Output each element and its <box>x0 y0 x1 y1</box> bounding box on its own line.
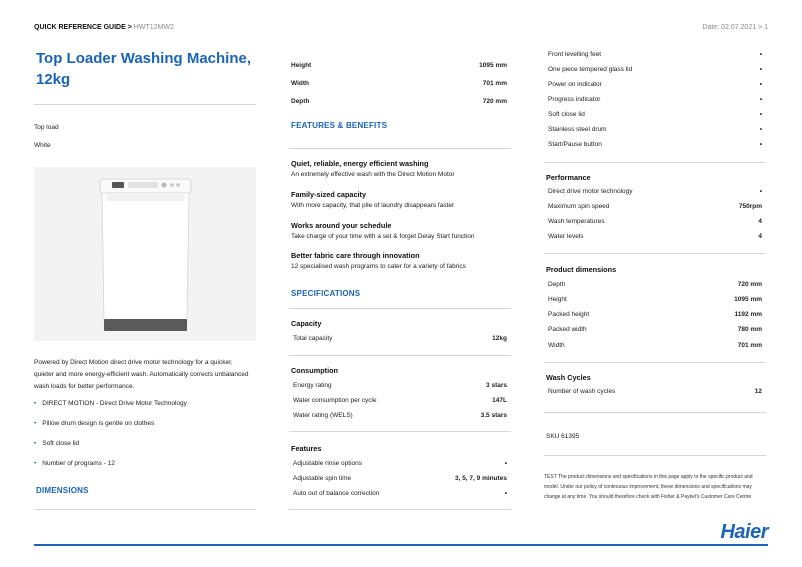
performance-title: Performance <box>546 173 591 182</box>
row-label: Power on indicator <box>548 81 602 88</box>
page-header <box>34 24 174 31</box>
features-heading: FEATURES & BENEFITS <box>291 121 388 130</box>
feature-title: Family-sized capacity <box>291 190 367 199</box>
column-features <box>289 44 511 514</box>
footer-rule <box>34 544 768 546</box>
row-value: • <box>759 66 762 73</box>
bullet-text: DIRECT MOTION - Direct Drive Motor Technology <box>42 400 187 407</box>
feature-item <box>291 159 455 178</box>
disclaimer-line: change at any time. You should therefore check with Fisher & Paykel's Customer Care Centre <box>544 494 752 500</box>
spec-row <box>544 141 766 155</box>
row-value: • <box>504 460 507 467</box>
guide-label: QUICK REFERENCE GUIDE > <box>34 24 132 31</box>
spec-row <box>289 490 511 504</box>
features-spec-title: Features <box>291 444 322 453</box>
bullet-dot: • <box>34 420 37 427</box>
spec-row <box>544 326 766 340</box>
spec-row <box>544 96 766 110</box>
sku-label: SKU 61395 <box>546 433 580 440</box>
row-label: Packed width <box>548 326 587 333</box>
description-line: Powered by Direct Motion direct drive motor technology for a quicker, <box>34 359 233 366</box>
divider <box>544 455 766 456</box>
row-value: 720 mm <box>737 281 762 288</box>
row-value: 3.5 stars <box>480 412 507 419</box>
bullet-text: Soft close lid <box>42 440 80 447</box>
washing-machine-image <box>98 175 193 333</box>
disclaimer <box>544 472 753 502</box>
model-number: HWT12MW2 <box>133 24 174 31</box>
row-label: Energy rating <box>293 382 332 389</box>
row-label: Width <box>548 342 565 349</box>
bullet-item <box>34 420 154 427</box>
spec-row <box>544 233 766 247</box>
attr-type: Top load <box>34 124 59 131</box>
row-label: Progress indicator <box>548 96 601 103</box>
row-label: Depth <box>548 281 566 288</box>
row-label: Packed height <box>548 311 590 318</box>
product-title <box>34 44 256 90</box>
bullet-item <box>34 400 187 407</box>
row-value: 4 <box>758 218 762 225</box>
feature-title: Better fabric care through innovation <box>291 251 420 260</box>
divider <box>544 162 766 163</box>
row-value: • <box>759 111 762 118</box>
feature-title: Quiet, reliable, energy efficient washing <box>291 159 429 168</box>
spec-row <box>544 388 766 402</box>
spec-row <box>544 51 766 65</box>
feature-text: 12 specialised wash programs to cater for a variety of fabrics <box>291 263 466 270</box>
row-value: 1095 mm <box>479 62 507 69</box>
row-value: • <box>759 141 762 148</box>
row-label: Number of wash cycles <box>548 388 616 395</box>
row-value: 12kg <box>492 335 507 342</box>
spec-row <box>289 335 511 349</box>
row-value: • <box>759 96 762 103</box>
title-line1: Top Loader Washing Machine, <box>36 50 252 67</box>
row-label: Water consumption per cycle <box>293 397 377 404</box>
spec-row <box>544 203 766 217</box>
row-label: Water rating (WELS) <box>293 412 353 419</box>
disclaimer-line: TEST The product dimensions and specifications in this page apply to the specific product and <box>544 474 753 480</box>
row-label: Adjustable spin time <box>293 475 352 482</box>
dimension-row <box>289 62 511 76</box>
row-label: Auto out of balance correction <box>293 490 380 497</box>
column-specifications <box>544 44 766 514</box>
row-label: Wash temperatures <box>548 218 605 225</box>
spec-row <box>544 188 766 202</box>
row-label: Width <box>291 80 309 87</box>
spec-row <box>544 296 766 310</box>
row-label: Adjustable rinse options <box>293 460 363 467</box>
row-value: 701 mm <box>737 342 762 349</box>
product-image <box>34 167 256 341</box>
row-label: Front levelling feet <box>548 51 602 58</box>
divider <box>34 104 256 105</box>
wash-cycles-title: Wash Cycles <box>546 373 591 382</box>
product-dimensions-title: Product dimensions <box>546 265 617 274</box>
disclaimer-line: model. Under our policy of continuous improvement, these dimensions and specifications may <box>544 484 752 490</box>
divider <box>544 362 766 363</box>
spec-row <box>289 412 511 426</box>
capacity-title: Capacity <box>291 319 322 328</box>
attr-colour: White <box>34 142 51 149</box>
spec-row <box>544 311 766 325</box>
row-value: • <box>759 188 762 195</box>
row-value: 750rpm <box>738 203 762 210</box>
row-value: 1192 mm <box>734 311 762 318</box>
spec-row <box>544 342 766 356</box>
bullet-text: Pillow drum design is gentle on clothes <box>42 420 155 427</box>
row-value: 12 <box>754 388 762 395</box>
header-date: Date: 02.07.2021 > 1 <box>702 24 768 31</box>
bullet-dot: • <box>34 440 37 447</box>
spec-row <box>289 397 511 411</box>
row-label: Maximum spin speed <box>548 203 610 210</box>
feature-text: An extremely effective wash with the Direct Motion Motor <box>291 171 455 178</box>
bullet-dot: • <box>34 400 37 407</box>
row-label: Start/Pause button <box>548 141 602 148</box>
haier-logo: Haier <box>720 521 768 543</box>
feature-item <box>291 190 454 209</box>
row-value: 4 <box>758 233 762 240</box>
feature-text: Take charge of your time with a set & forget Delay Start function <box>291 233 475 240</box>
feature-title: Works around your schedule <box>291 221 392 230</box>
row-value: 147L <box>492 397 507 404</box>
row-value: 1095 mm <box>734 296 762 303</box>
row-value: • <box>759 81 762 88</box>
spec-row <box>544 111 766 125</box>
consumption-title: Consumption <box>291 366 339 375</box>
divider <box>289 148 511 149</box>
row-label: Height <box>291 62 312 69</box>
spec-row <box>544 81 766 95</box>
row-label: One piece tempered glass lid <box>548 66 633 73</box>
row-label: Height <box>548 296 567 303</box>
row-value: 3, 5, 7, 9 minutes <box>454 475 507 482</box>
divider <box>289 509 511 510</box>
description-line: wash loads for better performance. <box>34 383 135 390</box>
row-value: 780 mm <box>737 326 762 333</box>
row-value: 720 mm <box>482 98 507 105</box>
feature-text: With more capacity, that pile of laundry disappears faster <box>291 202 455 209</box>
row-label: Water levels <box>548 233 584 240</box>
row-label: Soft close lid <box>548 111 585 118</box>
divider <box>289 308 511 309</box>
bullet-text: Number of programs - 12 <box>42 460 115 467</box>
feature-item <box>291 221 475 240</box>
spec-row <box>544 66 766 80</box>
bullet-dot: • <box>34 460 37 467</box>
row-label: Depth <box>291 98 310 105</box>
spec-row <box>544 218 766 232</box>
bullet-item <box>34 460 115 467</box>
description-line: quieter and more energy-efficient wash. Automatically corrects unbalanced <box>34 371 249 378</box>
row-label: Total capacity <box>293 335 333 342</box>
row-value: • <box>504 490 507 497</box>
divider <box>34 509 256 510</box>
product-description <box>34 357 249 393</box>
row-value: 3 stars <box>486 382 507 389</box>
row-label: Stainless steel drum <box>548 126 607 133</box>
spec-row <box>544 126 766 140</box>
spec-row <box>289 475 511 489</box>
dimension-row <box>289 80 511 94</box>
row-label: Direct drive motor technology <box>548 188 633 195</box>
divider <box>544 412 766 413</box>
dimensions-heading: DIMENSIONS <box>36 486 89 495</box>
divider <box>544 253 766 254</box>
dimension-row <box>289 98 511 112</box>
divider <box>289 431 511 432</box>
row-value: • <box>759 126 762 133</box>
specifications-heading: SPECIFICATIONS <box>291 289 361 298</box>
row-value: 701 mm <box>482 80 507 87</box>
bullet-item <box>34 440 79 447</box>
row-value: • <box>759 51 762 58</box>
spec-row <box>544 281 766 295</box>
spec-row <box>289 382 511 396</box>
divider <box>289 355 511 356</box>
feature-item <box>291 251 466 270</box>
column-overview <box>34 44 256 514</box>
title-line2: 12kg <box>36 71 71 88</box>
spec-row <box>289 460 511 474</box>
